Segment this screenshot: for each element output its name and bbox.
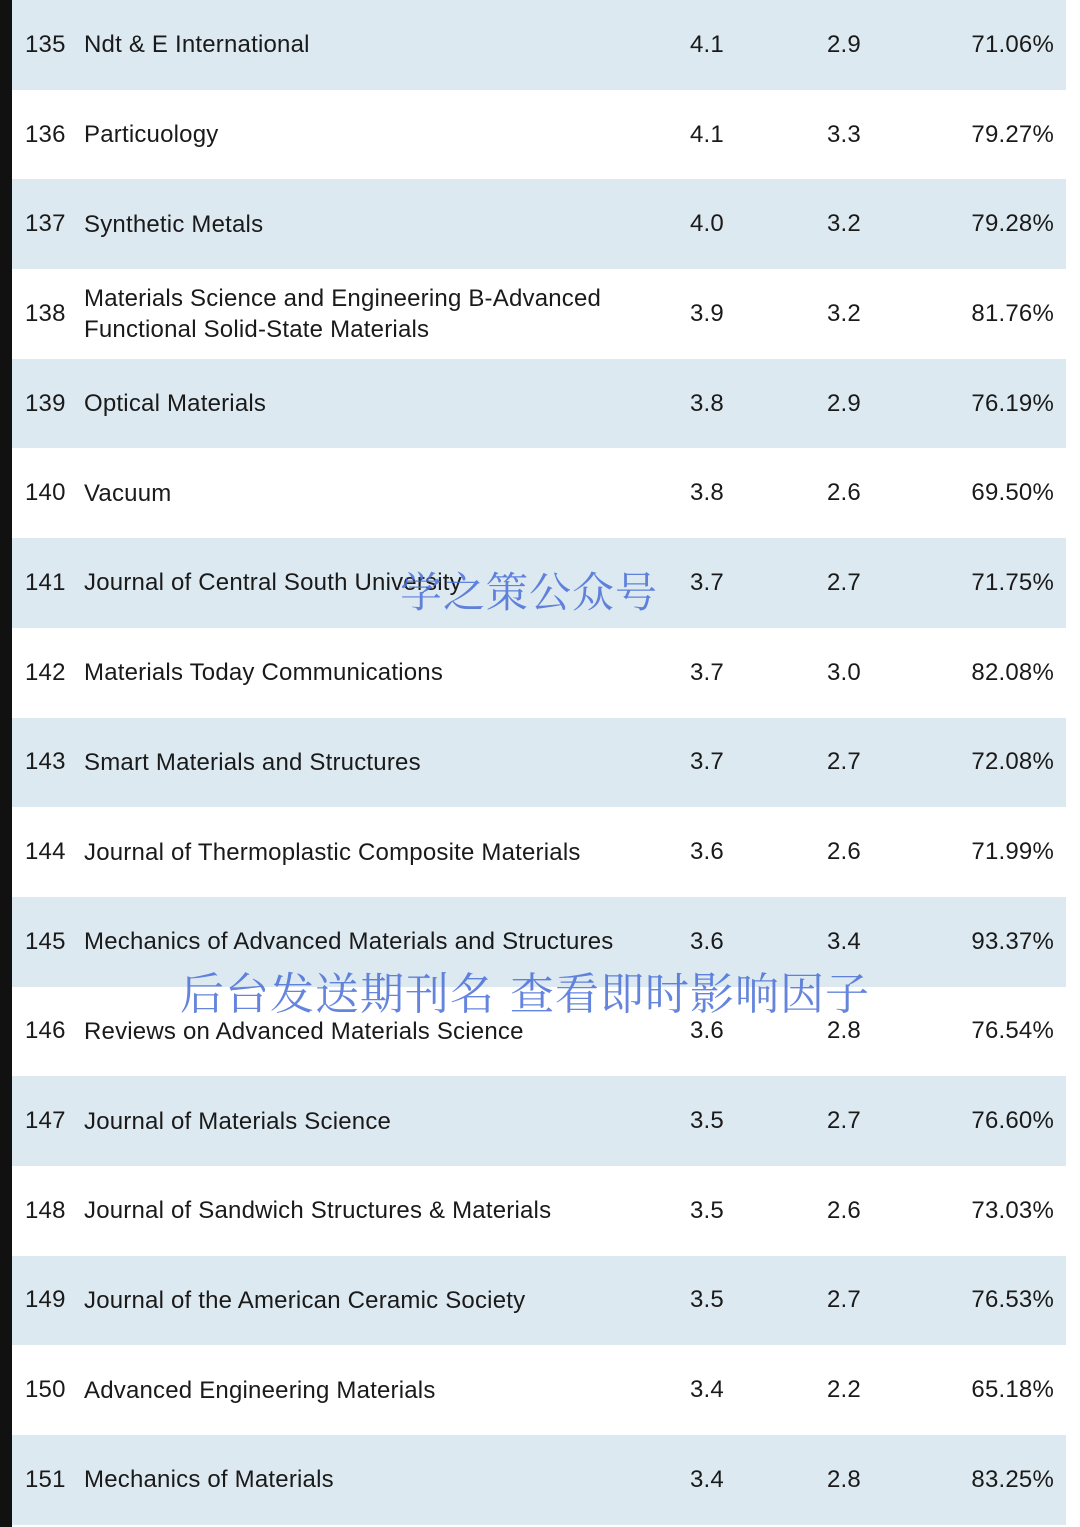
table-row [12, 987, 1066, 1077]
rank-cell: 149 [25, 1286, 66, 1314]
rank-cell: 135 [25, 30, 66, 58]
table-row [12, 179, 1066, 269]
table-row [12, 1256, 1066, 1346]
impact-factor-cell: 3.9 [690, 299, 724, 327]
journal-name-cell: Journal of Central South University [84, 569, 462, 597]
rank-cell: 143 [25, 748, 66, 776]
table-row [12, 448, 1066, 538]
rank-cell: 139 [25, 389, 66, 417]
rank-cell: 145 [25, 927, 66, 955]
journal-name-cell: Materials Today Communications [84, 659, 444, 687]
percentage-cell: 79.27% [971, 120, 1054, 148]
rank-cell: 144 [25, 838, 66, 866]
left-border [0, 0, 12, 1527]
rank-cell: 147 [25, 1107, 66, 1135]
journal-table [12, 0, 1066, 1527]
rank-cell: 140 [25, 479, 66, 507]
rank-cell: 138 [25, 299, 66, 327]
table-row [12, 90, 1066, 180]
table-row [12, 1345, 1066, 1435]
impact-factor-cell: 3.5 [690, 1107, 724, 1135]
five-year-if-cell: 2.9 [827, 30, 861, 58]
watermark-instruction: 后台发送期刊名 查看即时影响因子 [180, 969, 870, 1020]
journal-name-cell: Smart Materials and Structures [84, 748, 421, 776]
journal-name-cell: Mechanics of Advanced Materials and Structures [84, 928, 614, 956]
five-year-if-cell: 2.7 [827, 568, 861, 596]
percentage-cell: 72.08% [971, 748, 1054, 776]
impact-factor-cell: 4.0 [690, 210, 724, 238]
journal-name-cell: Journal of Thermoplastic Composite Materials [84, 838, 581, 866]
five-year-if-cell: 3.2 [827, 299, 861, 327]
journal-name-cell: Optical Materials [84, 390, 267, 418]
journal-name-cell: Synthetic Metals [84, 210, 264, 238]
rank-cell: 151 [25, 1465, 66, 1493]
impact-factor-cell: 4.1 [690, 30, 724, 58]
impact-factor-cell: 3.6 [690, 838, 724, 866]
rank-cell: 141 [25, 568, 66, 596]
five-year-if-cell: 2.6 [827, 838, 861, 866]
five-year-if-cell: 2.7 [827, 1286, 861, 1314]
percentage-cell: 83.25% [971, 1465, 1054, 1493]
five-year-if-cell: 2.2 [827, 1376, 861, 1404]
five-year-if-cell: 2.8 [827, 1465, 861, 1493]
rank-cell: 142 [25, 658, 66, 686]
percentage-cell: 65.18% [971, 1376, 1054, 1404]
table-row [12, 628, 1066, 718]
impact-factor-cell: 3.4 [690, 1465, 724, 1493]
journal-name-cell: Ndt & E International [84, 31, 310, 59]
table-row [12, 359, 1066, 449]
five-year-if-cell: 3.0 [827, 658, 861, 686]
table-row [12, 807, 1066, 897]
rank-cell: 148 [25, 1196, 66, 1224]
journal-name-cell: Materials Science and Engineering B-Advanced Functional Solid-State Materials [84, 284, 602, 343]
impact-factor-cell: 3.8 [690, 479, 724, 507]
five-year-if-cell: 2.6 [827, 1196, 861, 1224]
percentage-cell: 76.19% [971, 389, 1054, 417]
five-year-if-cell: 2.8 [827, 1017, 861, 1045]
five-year-if-cell: 2.7 [827, 748, 861, 776]
percentage-cell: 79.28% [971, 210, 1054, 238]
percentage-cell: 82.08% [971, 658, 1054, 686]
impact-factor-cell: 3.6 [690, 927, 724, 955]
percentage-cell: 71.99% [971, 838, 1054, 866]
table-row [12, 269, 1066, 359]
impact-factor-cell: 3.8 [690, 389, 724, 417]
five-year-if-cell: 2.6 [827, 479, 861, 507]
impact-factor-cell: 3.4 [690, 1376, 724, 1404]
percentage-cell: 81.76% [971, 299, 1054, 327]
table-row [12, 897, 1066, 987]
five-year-if-cell: 2.7 [827, 1107, 861, 1135]
table-row [12, 1166, 1066, 1256]
five-year-if-cell: 3.4 [827, 927, 861, 955]
table-row [12, 538, 1066, 628]
rank-cell: 146 [25, 1017, 66, 1045]
five-year-if-cell: 2.9 [827, 389, 861, 417]
impact-factor-cell: 4.1 [690, 120, 724, 148]
journal-name-cell: Mechanics of Materials [84, 1466, 334, 1494]
impact-factor-cell: 3.5 [690, 1196, 724, 1224]
rank-cell: 136 [25, 120, 66, 148]
right-border [1066, 0, 1080, 1527]
table-row [12, 1076, 1066, 1166]
five-year-if-cell: 3.2 [827, 210, 861, 238]
five-year-if-cell: 3.3 [827, 120, 861, 148]
journal-name-cell: Advanced Engineering Materials [84, 1376, 436, 1404]
percentage-cell: 71.75% [971, 568, 1054, 596]
journal-name-cell: Journal of Sandwich Structures & Materials [84, 1197, 552, 1225]
watermark-account: 学之策公众号 [400, 568, 659, 617]
rank-cell: 150 [25, 1376, 66, 1404]
table-row [12, 0, 1066, 90]
impact-factor-cell: 3.7 [690, 568, 724, 596]
impact-factor-cell: 3.7 [690, 658, 724, 686]
percentage-cell: 76.60% [971, 1107, 1054, 1135]
percentage-cell: 71.06% [971, 30, 1054, 58]
table-row [12, 718, 1066, 808]
impact-factor-cell: 3.7 [690, 748, 724, 776]
journal-name-cell: Journal of Materials Science [84, 1107, 392, 1135]
journal-name-cell: Journal of the American Ceramic Society [84, 1286, 526, 1314]
percentage-cell: 76.53% [971, 1286, 1054, 1314]
table-row [12, 1435, 1066, 1525]
journal-name-cell: Vacuum [84, 479, 172, 507]
percentage-cell: 73.03% [971, 1196, 1054, 1224]
impact-factor-cell: 3.6 [690, 1017, 724, 1045]
impact-factor-cell: 3.5 [690, 1286, 724, 1314]
percentage-cell: 93.37% [971, 927, 1054, 955]
percentage-cell: 76.54% [971, 1017, 1054, 1045]
percentage-cell: 69.50% [971, 479, 1054, 507]
rank-cell: 137 [25, 210, 66, 238]
journal-name-cell: Particuology [84, 121, 219, 149]
journal-name-cell: Reviews on Advanced Materials Science [84, 1017, 524, 1045]
